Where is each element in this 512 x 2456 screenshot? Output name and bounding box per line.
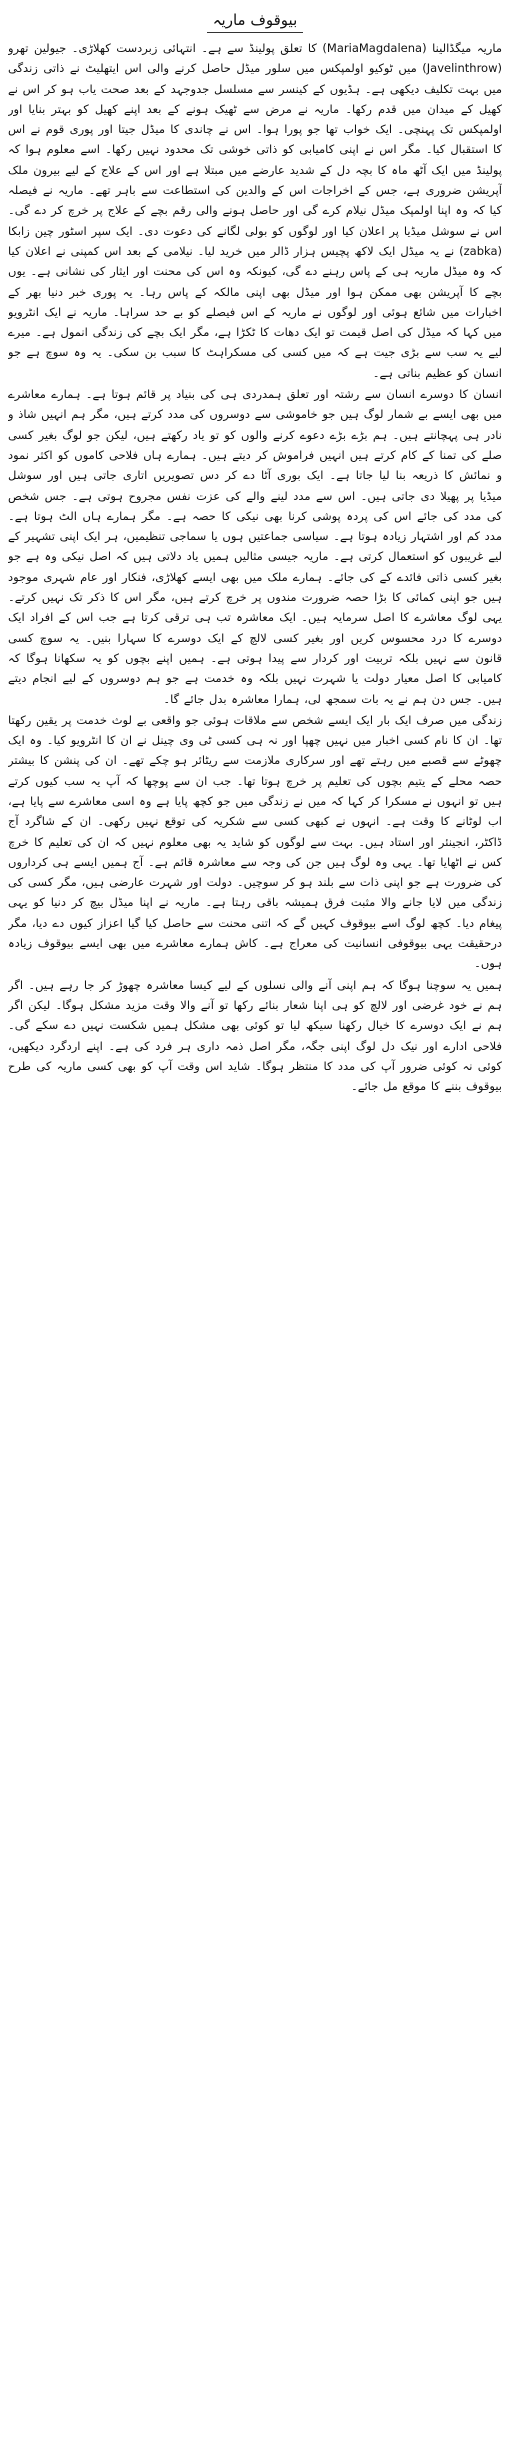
- article-paragraph-2: انسان کا دوسرے انسان سے رشتہ اور تعلق ہمدردی ہی کی بنیاد پر قائم ہوتا ہے۔ ہمارے معاشرے میں بھی ایسے بے شمار لوگ ہیں جو خاموشی سے دوسروں کی مدد کرتے ہیں، مگر ہم انہیں شاذ و نادر ہی پہچانتے ہیں۔ ہم بڑے بڑے دعوے کرنے والوں کو تو یاد رکھتے ہیں، لیکن جو لوگ بغیر کسی صلے کی تمنا کے کام کرتے ہیں انہیں فراموش کر دیتے ہیں۔ ہمارے ہاں فلاحی کاموں کو اکثر نمود و نمائش کا ذریعہ بنا لیا جاتا ہے۔ ایک بوری آٹا دے کر دس تصویریں اتاری جاتی ہیں اور سوشل میڈیا پر پھیلا دی جاتی ہیں۔ اس سے مدد لینے والے کی عزت نفس مجروح ہوتی ہے۔ جس شخص کی مدد کی جائے اس کی پردہ پوشی کرنا بھی نیکی کا حصہ ہے۔ مگر ہمارے ہاں الٹ ہوتا ہے۔ مدد کم اور اشتہار زیادہ ہوتا ہے۔ سیاسی جماعتیں ہوں یا سماجی تنظیمیں، ہر ایک اپنی تشہیر کے لیے غریبوں کو استعمال کرتی ہے۔ ماریہ جیسی مثالیں ہمیں یاد دلاتی ہیں کہ اصل نیکی وہ ہے جو بغیر کسی ذاتی فائدے کے کی جائے۔ ہمارے ملک میں بھی ایسے کھلاڑی، فنکار اور عام شہری موجود ہیں جو اپنی کمائی کا بڑا حصہ ضرورت مندوں پر خرچ کرتے ہیں، مگر اس کا ذکر تک نہیں کرتے۔ یہی لوگ معاشرے کا اصل سرمایہ ہیں۔ ایک معاشرہ تب ہی ترقی کرتا ہے جب اس کے افراد ایک دوسرے کا درد محسوس کریں اور بغیر کسی لالچ کے ایک دوسرے کا سہارا بنیں۔ یہ سوچ کسی قانون سے نہیں بلکہ تربیت اور کردار سے پیدا ہوتی ہے۔ ہمیں اپنے بچوں کو یہ سکھانا ہوگا کہ کامیابی کا اصل معیار دولت یا شہرت نہیں بلکہ وہ خدمت ہے جو ہم دوسروں کے لیے انجام دیتے ہیں۔ جس دن ہم نے یہ بات سمجھ لی، ہمارا معاشرہ بدل جائے گا۔: [8, 387, 502, 706]
- article-title: بیوقوف ماریہ: [207, 9, 304, 33]
- article-paragraph-3: زندگی میں صرف ایک بار ایک ایسے شخص سے ملاقات ہوئی جو واقعی بے لوث خدمت پر یقین رکھتا تھا۔ ان کا نام کسی اخبار میں نہیں چھپا اور نہ ہی کسی ٹی وی چینل نے ان کا انٹرویو کیا۔ وہ ایک چھوٹے سے قصبے میں رہتے تھے اور سرکاری ملازمت سے ریٹائر ہو چکے تھے۔ ان کی پنشن کا بیشتر حصہ محلے کے یتیم بچوں کی تعلیم پر خرچ ہوتا تھا۔ جب ان سے پوچھا کہ آپ یہ سب کیوں کرتے ہیں تو انہوں نے مسکرا کر کہا کہ میں نے زندگی میں جو کچھ پایا ہے وہ اسی معاشرے سے پایا ہے، اب لوٹانے کا وقت ہے۔ انہوں نے کبھی کسی سے شکریہ کی توقع نہیں رکھی۔ ان کے شاگرد آج ڈاکٹر، انجینئر اور استاد ہیں۔ بہت سے لوگوں کو شاید یہ بھی معلوم نہیں کہ ان کی تعلیم کا خرچ کس نے اٹھایا تھا۔ یہی وہ لوگ ہیں جن کی وجہ سے معاشرہ قائم ہے۔ آج ہمیں ایسے ہی کرداروں کی ضرورت ہے جو اپنی ذات سے بلند ہو کر سوچیں۔ دولت اور شہرت عارضی ہیں، مگر کسی کی زندگی میں لایا جانے والا مثبت فرق ہمیشہ باقی رہتا ہے۔ ماریہ نے اپنا میڈل بیچ کر دنیا کو یہی پیغام دیا۔ کچھ لوگ اسے بیوقوف کہیں گے کہ اتنی محنت سے حاصل کیا گیا اعزاز کیوں دے دیا، مگر درحقیقت یہی بیوقوفی انسانیت کی معراج ہے۔ کاش ہمارے معاشرے میں بھی ایسے بیوقوف زیادہ ہوں۔: [8, 712, 502, 971]
- article-paragraph-1: ماریہ میگڈالینا (MariaMagdalena) کا تعلق پولینڈ سے ہے۔ انتہائی زبردست کھلاڑی۔ جیولین تھرو (Javelinthrow) میں ٹوکیو اولمپکس میں سلور میڈل حاصل کرنے والی اس ایتھلیٹ نے ذاتی زندگی میں بہت تکلیف دیکھی ہے۔ ہڈیوں کے کینسر سے مسلسل جدوجہد کے بعد صحت یاب ہو کر اس نے کھیل کے میدان میں قدم رکھا۔ ماریہ نے مرض سے ٹھیک ہونے کے بعد اپنے کھیل کو بہتر بنایا اور اولمپکس تک پہنچی۔ ایک خواب تھا جو پورا ہوا۔ اس نے چاندی کا میڈل جیتا اور پوری قوم نے اس کا استقبال کیا۔ مگر اس نے اپنی کامیابی کو ذاتی خوشی تک محدود نہیں رکھا۔ اسے معلوم ہوا کہ پولینڈ میں ایک آٹھ ماہ کا بچہ دل کے شدید عارضے میں مبتلا ہے اور اس کے علاج کے لیے بیرون ملک آپریشن ضروری ہے، جس کے اخراجات اس کے والدین کی استطاعت سے باہر تھے۔ ماریہ نے فیصلہ کیا کہ وہ اپنا اولمپک میڈل نیلام کرے گی اور حاصل ہونے والی رقم بچے کے علاج پر خرچ کر دے گی۔ اس نے سوشل میڈیا پر اعلان کیا اور لوگوں کو بولی لگانے کی دعوت دی۔ ایک سپر اسٹور چین زابکا (zabka) نے یہ میڈل ایک لاکھ پچیس ہزار ڈالر میں خرید لیا۔ نیلامی کے بعد اس کمپنی نے اعلان کیا کہ وہ میڈل ماریہ ہی کے پاس رہنے دے گی، کیونکہ وہ اس کی محنت اور ایثار کی نشانی ہے۔ یوں بچے کا آپریشن بھی ممکن ہوا اور میڈل بھی اپنی مالکہ کے پاس رہا۔ یہ پوری خبر دنیا بھر کے اخبارات میں شائع ہوئی اور لوگوں نے ماریہ کے اس فیصلے کو بے حد سراہا۔ ماریہ نے ایک انٹرویو میں کہا کہ میڈل کی اصل قیمت تو ایک دھات کا ٹکڑا ہے، مگر ایک بچے کی زندگی انمول ہے۔ میرے لیے یہ سب سے بڑی جیت ہے کہ میں کسی کی مسکراہٹ کا سبب بن سکی۔ یہ وہ سوچ ہے جو انسان کو عظیم بناتی ہے۔: [8, 41, 502, 380]
- title-row: [8, 8, 502, 34]
- article-body: [8, 38, 502, 2450]
- article-paragraph-4: ہمیں یہ سوچنا ہوگا کہ ہم اپنی آنے والی نسلوں کے لیے کیسا معاشرہ چھوڑ کر جا رہے ہیں۔ اگر ہم نے خود غرضی اور لالچ کو ہی اپنا شعار بنائے رکھا تو آنے والا وقت مزید مشکل ہوگا۔ لیکن اگر ہم نے ایک دوسرے کا خیال رکھنا سیکھ لیا تو کوئی بھی مشکل ہمیں شکست نہیں دے سکے گی۔ فلاحی ادارے اور نیک دل لوگ اپنی جگہ، مگر اصل ذمہ داری ہر فرد کی ہے۔ اپنے اردگرد دیکھیں، کوئی نہ کوئی ضرور آپ کی مدد کا منتظر ہوگا۔ شاید اس وقت آپ کو بھی کسی ماریہ کی طرح بیوقوف بننے کا موقع مل جائے۔: [8, 977, 502, 1094]
